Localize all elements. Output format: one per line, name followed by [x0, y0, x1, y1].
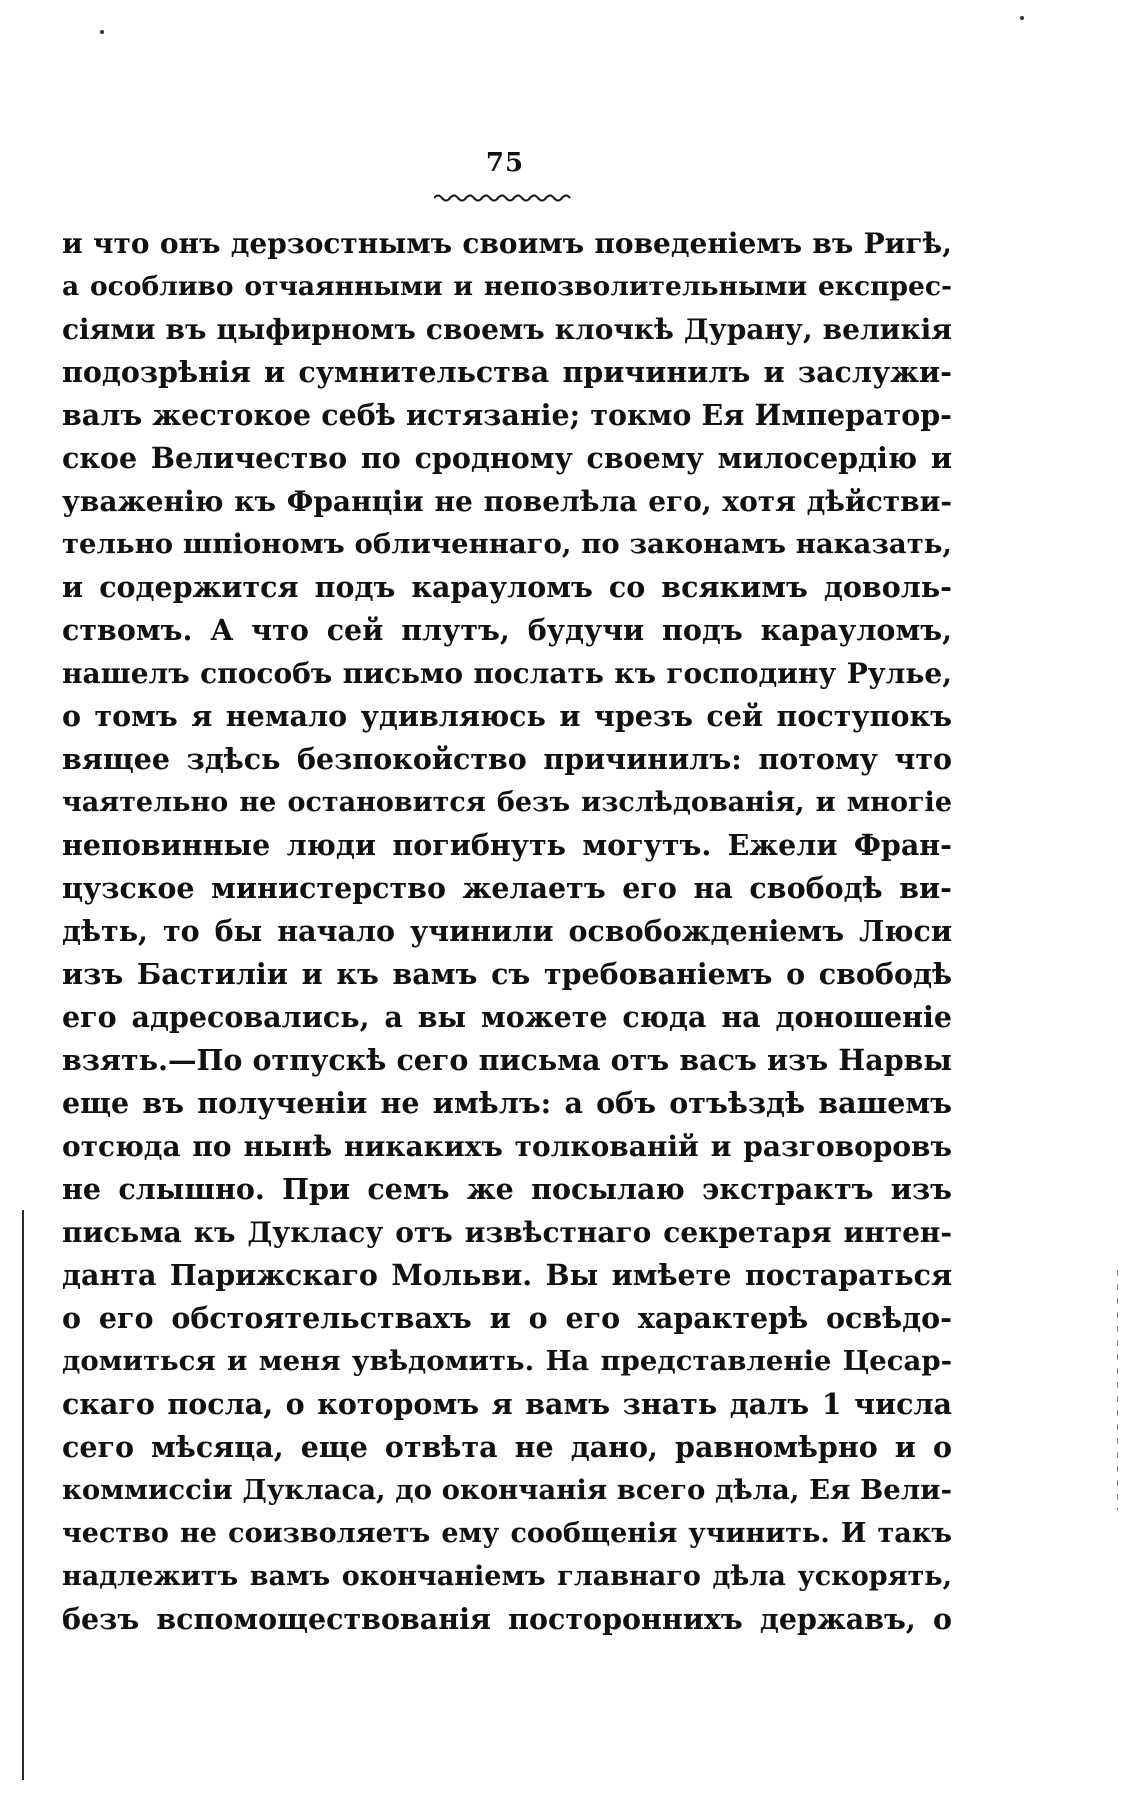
text-line: скаго посла, о которомъ я вамъ знать далъ 1 числа	[62, 1387, 952, 1421]
page-number: 75	[485, 148, 525, 178]
text-line: коммиссiи Дукласа, до окончанiя всего дѣла, Ея Вели-	[62, 1474, 952, 1506]
text-line: дѣть, то бы начало учинили освобожденiемъ Люси	[62, 914, 952, 948]
text-line: и что онъ дерзостнымъ своимъ поведенiемъ въ Ригѣ,	[62, 227, 952, 260]
text-line: неповинные люди погибнуть могутъ. Ежели Фран-	[62, 828, 952, 862]
scan-edge-left	[22, 1210, 24, 1780]
text-line: сего мѣсяца, еще отвѣта не дано, равномѣрно и о	[62, 1430, 952, 1464]
wavy-rule-ornament	[434, 192, 574, 204]
text-line: а особливо отчаянными и непозволительными експрес-	[62, 271, 952, 302]
text-line: домиться и меня увѣдомить. На представленiе Цесар-	[62, 1345, 952, 1377]
text-line: и содержится подъ карауломъ со всякимъ доволь-	[62, 570, 952, 604]
text-line: уваженiю къ Францiи не повелѣла его, хотя дѣйстви-	[62, 485, 952, 518]
text-line: чаятельно не остановится безъ изслѣдованiя, и многiе	[62, 787, 952, 818]
text-line: еще въ полученiи не имѣлъ: а объ отъѣздѣ вашемъ	[62, 1086, 952, 1120]
text-line: вящее здѣсь безпокойство причинилъ: потому что	[62, 742, 952, 776]
scan-speck	[1020, 16, 1024, 20]
text-line: ствомъ. А что сей плутъ, будучи подъ карауломъ,	[62, 613, 952, 647]
text-line: нашелъ способъ письмо послать къ господину Рулье,	[62, 657, 952, 690]
text-line: безъ вспомоществованiя постороннихъ державъ, о	[62, 1602, 952, 1636]
text-line: не слышно. При семъ же посылаю экстрактъ изъ	[62, 1172, 952, 1206]
text-line: подозрѣнiя и сумнительства причинилъ и заслужи-	[62, 355, 952, 389]
body-text	[62, 222, 952, 1641]
text-line: о его обстоятельствахъ и о его характерѣ освѣдо-	[62, 1301, 952, 1335]
text-line: взять.—По отпускѣ сего письма отъ васъ изъ Нарвы	[62, 1043, 952, 1077]
text-line: отсюда по нынѣ никакихъ толкованiй и разговоровъ	[62, 1130, 952, 1163]
text-line: письма къ Дукласу отъ извѣстнаго секретаря интен-	[62, 1216, 952, 1249]
text-line: о томъ я немало удивляюсь и чрезъ сей поступокъ	[62, 699, 952, 733]
scan-edge-right	[1117, 1270, 1118, 1510]
text-line: сiями въ цыфирномъ своемъ клочкѣ Дурану, великiя	[62, 313, 952, 346]
text-line: его адресовались, а вы можете сюда на доношенiе	[62, 1000, 952, 1034]
scan-speck	[100, 30, 104, 34]
text-line: цузское министерство желаетъ его на свободѣ ви-	[62, 871, 952, 905]
text-line: валъ жестокое себѣ истязанiе; токмо Ея Император-	[62, 398, 952, 432]
text-line: чество не соизволяетъ ему сообщенiя учинить. И такъ	[62, 1518, 952, 1549]
text-line: тельно шпiономъ обличеннаго, по законамъ наказать,	[62, 528, 952, 560]
text-line: изъ Бастилiи и къ вамъ съ требованiемъ о свободѣ	[62, 957, 952, 991]
text-line: ское Величество по сродному своему милосердiю и	[62, 441, 952, 475]
text-line: надлежитъ вамъ окончанiемъ главнаго дѣла ускорять,	[62, 1561, 952, 1592]
text-line: данта Парижскаго Мольви. Вы имѣете постараться	[62, 1258, 952, 1292]
